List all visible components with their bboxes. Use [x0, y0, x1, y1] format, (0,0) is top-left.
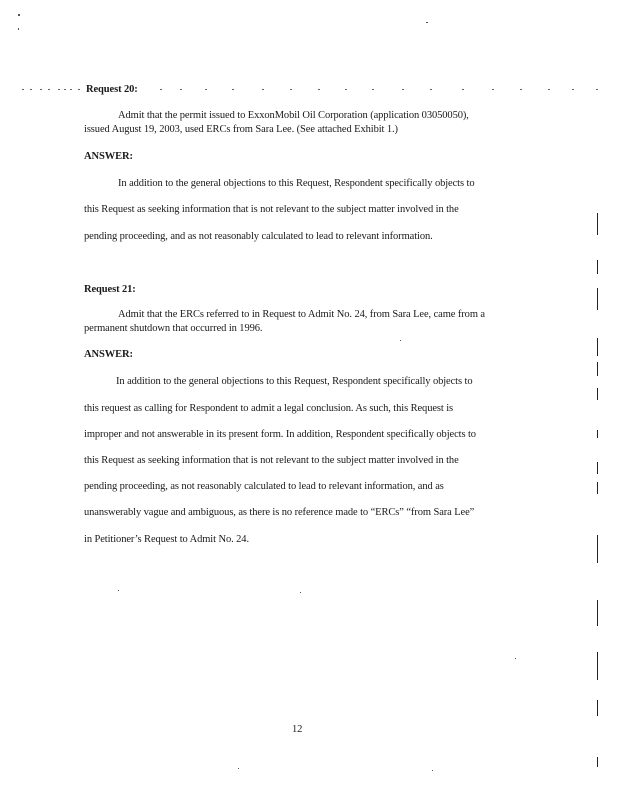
request-20-body-line: issued August 19, 2003, used ERCs from Sara Lee. (See attached Exhibit 1.): [84, 124, 398, 135]
answer-line: in Petitioner’s Request to Admit No. 24.: [84, 534, 249, 545]
request-20-body-line: Admit that the permit issued to ExxonMobil Oil Corporation (application 03050050),: [118, 110, 469, 121]
request-20-heading: Request 20:: [86, 84, 138, 95]
scan-bar: [597, 652, 598, 680]
scan-bar: [597, 462, 598, 474]
scan-speck: [432, 770, 433, 771]
scan-bar: [597, 288, 598, 310]
scan-speck: [426, 22, 428, 23]
scan-bar: [597, 600, 598, 626]
request-21-heading: Request 21:: [84, 284, 136, 295]
scan-bar: [597, 700, 598, 716]
request-21-body-line: permanent shutdown that occurred in 1996.: [84, 323, 263, 334]
answer-line: this request as calling for Respondent to admit a legal conclusion. As such, this Request is: [84, 403, 454, 414]
scan-speck: [18, 28, 19, 30]
scan-speck: [238, 768, 239, 769]
answer-line: this Request as seeking information that is not relevant to the subject matter involved in the: [84, 204, 459, 215]
scan-speck: [118, 590, 119, 591]
scan-bar: [597, 338, 598, 356]
scan-bar: [597, 757, 598, 767]
answer-line: pending proceeding, and as not reasonably calculated to lead to relevant information.: [84, 231, 433, 242]
scan-bar: [597, 535, 598, 563]
answer-line: improper and not answerable in its present form. In addition, Respondent specifically objects to: [84, 429, 476, 440]
scan-bar: [597, 388, 598, 400]
answer-heading: ANSWER:: [84, 349, 133, 360]
scan-bar: [597, 482, 598, 494]
answer-line: In addition to the general objections to this Request, Respondent specifically objects to: [118, 178, 475, 189]
page-number: 12: [292, 724, 303, 735]
answer-line: In addition to the general objections to this Request, Respondent specifically objects to: [116, 376, 473, 387]
answer-line: unanswerably vague and ambiguous, as there is no reference made to “ERCs” “from Sara Lee”: [84, 507, 475, 518]
scan-bar: [597, 213, 598, 235]
request-21-body-line: Admit that the ERCs referred to in Request to Admit No. 24, from Sara Lee, came from a: [118, 309, 485, 320]
answer-line: this Request as seeking information that is not relevant to the subject matter involved in the: [84, 455, 459, 466]
scan-speck: [515, 658, 516, 659]
scan-speck: [18, 14, 20, 16]
scan-bar: [597, 430, 598, 438]
answer-heading: ANSWER:: [84, 151, 133, 162]
answer-line: pending proceeding, as not reasonably calculated to lead to relevant information, and as: [84, 481, 444, 492]
scan-bar: [597, 362, 598, 376]
scan-speck: [400, 340, 401, 341]
scan-speck: [300, 592, 301, 593]
scan-bar: [597, 260, 598, 274]
